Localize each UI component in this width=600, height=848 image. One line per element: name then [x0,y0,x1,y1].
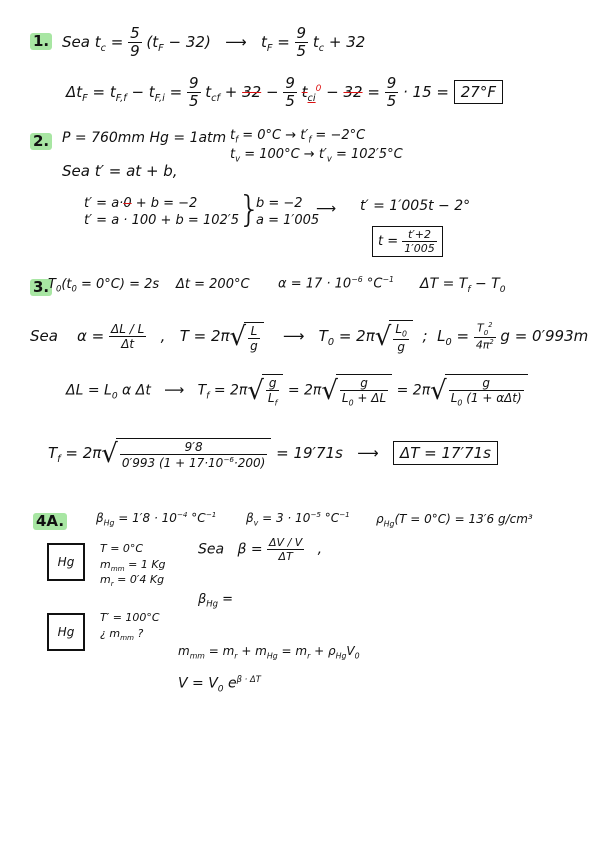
container-box-1: Hg [47,543,85,581]
initial-temp: T = 0°C [100,542,144,555]
alpha-value: $\alpha = 17 \cdot 10^{-6}$ $^\circ C^{-1}$ [278,275,394,292]
system-brace: } [238,189,261,230]
problem-3-number: 3. [30,279,52,296]
system-eq-1: t′ = a·0 + b = −2 [84,196,198,211]
answer-box-2: t = $\frac{t'+2}{1'005}$ [372,226,443,257]
beta-glass: $\beta_v = 3 \cdot 10^{-5}$ $^\circ C^{-1}$ [246,510,350,528]
container-box-2: Hg [47,613,85,651]
linear-relation: Sea t′ = at + b, [62,162,178,180]
pressure-line: P = 760mm Hg = 1atm [62,130,227,146]
numerical-period: $T_f = 2\pi√$ $\frac{9'8}{0'993 (1 + 17\cdot 10^{-6}\cdot 200)}$ = 19′71s ⟶ ΔT = 17′71s [48,438,498,469]
period-final-derivation: $\Delta L = L_0$ α Δt ⟶ $T_f = 2\pi√$ $\frac{g}{L_f}$ = 2π√ $\frac{g}{L_0 + \Delta L}$ = 2π√ $\frac{g}{L_0 (1 + \alpha\Delta t)}$ [66,374,528,407]
temp-change: Δt = 200°C [176,277,250,292]
relation-result: t′ = 1′005t − 2° [360,198,471,214]
expansion-definitions: Sea α = $\frac{\Delta L / L}{\Delta t}$ , T = 2π√ $\frac{L}{g}$ ⟶ $T_0 = 2\pi√$ $\frac{L_0}{g}$ ; $L_0$ = $\frac{T_0^2}{4\pi^2}$ g = 0′993m [30,321,589,355]
beta-mercury: $\beta_{Hg} = 1'8 \cdot 10^{-4}$ $^\circ C^{-1}$ [96,510,217,528]
answer-box-1: 27°F [454,80,503,104]
problem-4a-number: 4A. [33,513,67,530]
unknown-mass: ¿ $m_{mm}$ ? [100,627,144,643]
container-mass: $m_r = 0'4$ Kg [100,573,165,589]
beta-definition: Sea β = $\frac{\Delta V / V}{\Delta T}$ , [198,536,323,563]
final-temp: T′ = 100°C [100,611,160,624]
celsius-fahrenheit-formula: Sea $t_c$ = $\frac{5}{9}$ $(t_F - 32)$ ⟶ $t_F$ = $\frac{9}{5}$ $t_c + 32$ [62,24,366,60]
initial-period: $T_0(t_0 = 0^\circ C) = 2s$ [48,277,160,294]
solution-b: b = −2 [256,196,303,211]
problem-1-number: 1. [30,33,52,50]
volume-expansion: $V = V_0$ $e^{\beta \cdot \Delta T}$ [178,674,261,695]
solution-a: a = 1′005 [256,213,320,228]
mass-balance: $m_{mm} = m_r + m_{Hg} = m_r + \rho_{Hg}V_0$ [178,644,360,661]
arrow: ⟶ [316,201,337,217]
system-eq-2: t′ = a · 100 + b = 102′5 [84,213,239,228]
boiling-point-line: $t_v = 100^\circ C \to t'_v = 102'5^\circ C$ [230,147,403,164]
mercury-density: $\rho_{Hg}(T = 0^\circ C) = 13'6$ g/cm³ [376,512,533,529]
answer-box-3: ΔT = 17′71s [393,441,498,465]
initial-mass-mercury: $m_{mm} = 1$ Kg [100,558,166,574]
delta-fahrenheit-derivation: $\Delta t_F = t_{F,f} - t_{F,i}$ = $\frac{9}{5}$ $t_{cf} + 32$ − $\frac{9}{5}$ $t_{ci}^0 - 32$ = $\frac{9}{5}$ · 15 = 27°F [66,76,503,109]
freezing-point-line: $t_f = 0^\circ C \to t'_f = -2^\circ C$ [230,128,366,145]
delta-T-definition: $\Delta T = T_f - T_0$ [420,276,506,295]
beta-mercury-incomplete: $\beta_{Hg}$ = [198,592,234,609]
problem-2-number: 2. [30,133,52,150]
